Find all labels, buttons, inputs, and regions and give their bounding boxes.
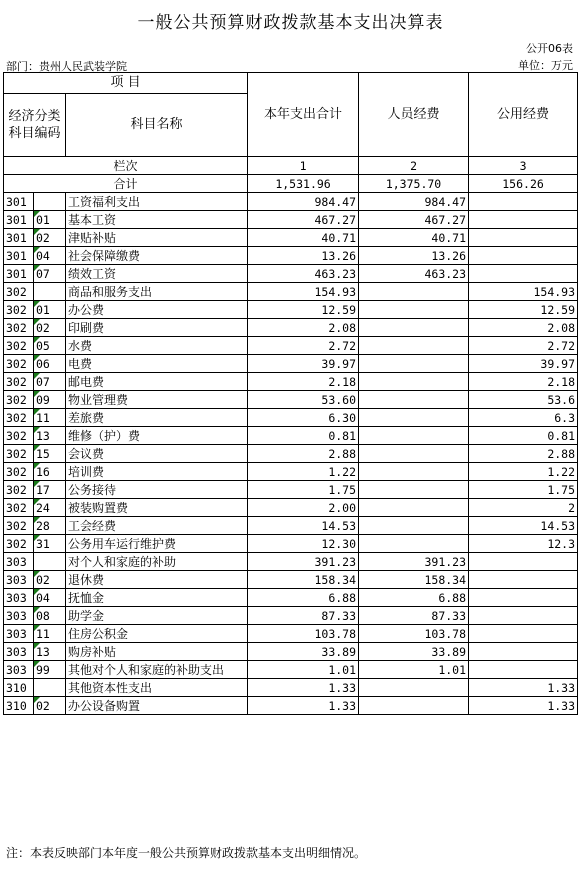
public-cell bbox=[469, 247, 578, 265]
table-row bbox=[4, 265, 578, 283]
table-row bbox=[4, 445, 578, 463]
subject-name-cell: 会议费 bbox=[66, 445, 248, 463]
personnel-cell bbox=[359, 445, 469, 463]
cell-marker-icon bbox=[34, 643, 40, 649]
subject-name-cell: 工资福利支出 bbox=[66, 193, 248, 211]
item-code-cell: 17 bbox=[34, 481, 66, 499]
total-cell: 2.88 bbox=[248, 445, 359, 463]
personnel-cell bbox=[359, 481, 469, 499]
total-cell: 1.01 bbox=[248, 661, 359, 679]
total-cell: 6.30 bbox=[248, 409, 359, 427]
total-cell: 391.23 bbox=[248, 553, 359, 571]
table-row bbox=[4, 607, 578, 625]
class-code-cell: 302 bbox=[4, 535, 34, 553]
subject-name-cell: 公务接待 bbox=[66, 481, 248, 499]
cell-marker-icon bbox=[34, 265, 40, 271]
subject-name-cell: 购房补贴 bbox=[66, 643, 248, 661]
class-code-cell: 302 bbox=[4, 517, 34, 535]
department-label: 部门：贵州人民武装学院 bbox=[6, 60, 127, 73]
personnel-header: 人员经费 bbox=[359, 73, 469, 157]
item-code-cell: 11 bbox=[34, 625, 66, 643]
personnel-cell bbox=[359, 499, 469, 517]
item-code-cell: 06 bbox=[34, 355, 66, 373]
class-code-cell: 301 bbox=[4, 247, 34, 265]
item-code-cell: 08 bbox=[34, 607, 66, 625]
personnel-cell bbox=[359, 463, 469, 481]
cell-marker-icon bbox=[34, 211, 40, 217]
personnel-cell: 6.88 bbox=[359, 589, 469, 607]
expenditure-table bbox=[3, 72, 578, 715]
personnel-cell: 40.71 bbox=[359, 229, 469, 247]
class-code-cell: 303 bbox=[4, 589, 34, 607]
page-title: 一般公共预算财政拨款基本支出决算表 bbox=[137, 13, 444, 33]
public-cell: 1.22 bbox=[469, 463, 578, 481]
table-row bbox=[4, 499, 578, 517]
total-cell: 984.47 bbox=[248, 193, 359, 211]
table-row bbox=[4, 463, 578, 481]
public-cell: 2.18 bbox=[469, 373, 578, 391]
table-row bbox=[4, 571, 578, 589]
personnel-cell bbox=[359, 427, 469, 445]
class-code-cell: 303 bbox=[4, 661, 34, 679]
class-code-cell: 302 bbox=[4, 481, 34, 499]
subject-name-cell: 其他对个人和家庭的补助支出 bbox=[66, 661, 248, 679]
subject-name-cell: 绩效工资 bbox=[66, 265, 248, 283]
public-cell: 2.08 bbox=[469, 319, 578, 337]
form-id: 公开06表 bbox=[526, 42, 573, 55]
total-cell: 87.33 bbox=[248, 607, 359, 625]
public-header: 公用经费 bbox=[469, 73, 578, 157]
table-row bbox=[4, 679, 578, 697]
cell-marker-icon bbox=[34, 409, 40, 415]
table-row bbox=[4, 697, 578, 715]
class-code-cell: 310 bbox=[4, 697, 34, 715]
total-cell: 2.72 bbox=[248, 337, 359, 355]
class-code-cell: 303 bbox=[4, 571, 34, 589]
cell-marker-icon bbox=[34, 535, 40, 541]
cell-marker-icon bbox=[34, 445, 40, 451]
class-code-cell: 303 bbox=[4, 607, 34, 625]
total-cell: 12.59 bbox=[248, 301, 359, 319]
total-cell: 53.60 bbox=[248, 391, 359, 409]
item-code-cell bbox=[34, 553, 66, 571]
item-code-cell: 15 bbox=[34, 445, 66, 463]
class-code-cell: 303 bbox=[4, 643, 34, 661]
item-code-cell: 02 bbox=[34, 697, 66, 715]
total-cell: 1.22 bbox=[248, 463, 359, 481]
cell-marker-icon bbox=[34, 571, 40, 577]
subject-name-cell: 工会经费 bbox=[66, 517, 248, 535]
cell-marker-icon bbox=[34, 463, 40, 469]
personnel-cell: 463.23 bbox=[359, 265, 469, 283]
cell-marker-icon bbox=[34, 337, 40, 343]
table-row bbox=[4, 427, 578, 445]
subject-name-cell: 电费 bbox=[66, 355, 248, 373]
public-cell: 154.93 bbox=[469, 283, 578, 301]
subject-name-cell: 培训费 bbox=[66, 463, 248, 481]
personnel-cell bbox=[359, 535, 469, 553]
public-cell: 6.3 bbox=[469, 409, 578, 427]
cell-marker-icon bbox=[34, 301, 40, 307]
column-index-1: 1 bbox=[248, 157, 359, 175]
cell-marker-icon bbox=[34, 355, 40, 361]
personnel-cell: 87.33 bbox=[359, 607, 469, 625]
table-row bbox=[4, 409, 578, 427]
item-code-cell: 99 bbox=[34, 661, 66, 679]
total-cell: 1.33 bbox=[248, 679, 359, 697]
class-code-cell: 302 bbox=[4, 445, 34, 463]
total-cell: 40.71 bbox=[248, 229, 359, 247]
item-code-cell: 09 bbox=[34, 391, 66, 409]
item-code-cell: 04 bbox=[34, 589, 66, 607]
subject-name-header: 科目名称 bbox=[66, 94, 248, 157]
personnel-cell bbox=[359, 355, 469, 373]
cell-marker-icon bbox=[34, 607, 40, 613]
item-code-cell: 01 bbox=[34, 211, 66, 229]
subject-name-cell: 办公费 bbox=[66, 301, 248, 319]
personnel-cell bbox=[359, 301, 469, 319]
total-row-personnel: 1,375.70 bbox=[359, 175, 469, 193]
total-cell: 14.53 bbox=[248, 517, 359, 535]
item-code-cell: 04 bbox=[34, 247, 66, 265]
item-code-cell: 02 bbox=[34, 229, 66, 247]
item-code-cell: 16 bbox=[34, 463, 66, 481]
table-row bbox=[4, 517, 578, 535]
class-code-cell: 302 bbox=[4, 409, 34, 427]
public-cell bbox=[469, 607, 578, 625]
total-cell: 103.78 bbox=[248, 625, 359, 643]
subject-name-cell: 差旅费 bbox=[66, 409, 248, 427]
public-cell bbox=[469, 265, 578, 283]
item-code-cell bbox=[34, 193, 66, 211]
subject-name-cell: 对个人和家庭的补助 bbox=[66, 553, 248, 571]
public-cell: 53.6 bbox=[469, 391, 578, 409]
cell-marker-icon bbox=[34, 517, 40, 523]
subject-name-cell: 被装购置费 bbox=[66, 499, 248, 517]
class-code-cell: 301 bbox=[4, 193, 34, 211]
personnel-cell: 391.23 bbox=[359, 553, 469, 571]
total-row-label: 合计 bbox=[4, 175, 248, 193]
cell-marker-icon bbox=[34, 319, 40, 325]
personnel-cell: 103.78 bbox=[359, 625, 469, 643]
public-cell bbox=[469, 643, 578, 661]
column-index-2: 2 bbox=[359, 157, 469, 175]
footnote: 注：本表反映部门本年度一般公共预算财政拨款基本支出明细情况。 bbox=[6, 846, 367, 860]
total-cell: 39.97 bbox=[248, 355, 359, 373]
subject-name-cell: 物业管理费 bbox=[66, 391, 248, 409]
table-row bbox=[4, 589, 578, 607]
table-row bbox=[4, 373, 578, 391]
subject-name-cell: 公务用车运行维护费 bbox=[66, 535, 248, 553]
cell-marker-icon bbox=[34, 661, 40, 667]
class-code-cell: 302 bbox=[4, 373, 34, 391]
subject-name-cell: 助学金 bbox=[66, 607, 248, 625]
table-row bbox=[4, 301, 578, 319]
public-cell: 2.88 bbox=[469, 445, 578, 463]
class-code-cell: 302 bbox=[4, 391, 34, 409]
personnel-cell: 984.47 bbox=[359, 193, 469, 211]
cell-marker-icon bbox=[34, 247, 40, 253]
personnel-cell bbox=[359, 319, 469, 337]
item-code-cell: 13 bbox=[34, 427, 66, 445]
total-header: 本年支出合计 bbox=[248, 73, 359, 157]
personnel-cell bbox=[359, 391, 469, 409]
class-code-cell: 302 bbox=[4, 463, 34, 481]
class-code-cell: 302 bbox=[4, 283, 34, 301]
item-code-cell: 02 bbox=[34, 571, 66, 589]
cell-marker-icon bbox=[34, 499, 40, 505]
table-row bbox=[4, 391, 578, 409]
public-cell bbox=[469, 571, 578, 589]
personnel-cell bbox=[359, 697, 469, 715]
subject-name-cell: 办公设备购置 bbox=[66, 697, 248, 715]
public-cell bbox=[469, 589, 578, 607]
personnel-cell bbox=[359, 517, 469, 535]
item-code-cell: 07 bbox=[34, 373, 66, 391]
public-cell: 14.53 bbox=[469, 517, 578, 535]
public-cell: 1.33 bbox=[469, 679, 578, 697]
public-cell: 1.33 bbox=[469, 697, 578, 715]
item-code-cell bbox=[34, 679, 66, 697]
subject-name-cell: 退休费 bbox=[66, 571, 248, 589]
cell-marker-icon bbox=[34, 625, 40, 631]
subject-name-cell: 维修（护）费 bbox=[66, 427, 248, 445]
subject-name-cell: 社会保障缴费 bbox=[66, 247, 248, 265]
total-cell: 13.26 bbox=[248, 247, 359, 265]
item-code-cell: 01 bbox=[34, 301, 66, 319]
class-code-cell: 302 bbox=[4, 499, 34, 517]
personnel-cell bbox=[359, 283, 469, 301]
total-cell: 1.33 bbox=[248, 697, 359, 715]
item-code-cell: 24 bbox=[34, 499, 66, 517]
cell-marker-icon bbox=[34, 229, 40, 235]
class-code-cell: 303 bbox=[4, 625, 34, 643]
column-index-label: 栏次 bbox=[4, 157, 248, 175]
table-row bbox=[4, 661, 578, 679]
table-row bbox=[4, 355, 578, 373]
table-row bbox=[4, 553, 578, 571]
subject-name-cell: 住房公积金 bbox=[66, 625, 248, 643]
public-cell bbox=[469, 229, 578, 247]
total-cell: 12.30 bbox=[248, 535, 359, 553]
total-cell: 6.88 bbox=[248, 589, 359, 607]
personnel-cell: 158.34 bbox=[359, 571, 469, 589]
subject-name-cell: 印刷费 bbox=[66, 319, 248, 337]
total-cell: 0.81 bbox=[248, 427, 359, 445]
public-cell bbox=[469, 193, 578, 211]
total-cell: 1.75 bbox=[248, 481, 359, 499]
item-code-cell: 31 bbox=[34, 535, 66, 553]
cell-marker-icon bbox=[34, 481, 40, 487]
total-cell: 467.27 bbox=[248, 211, 359, 229]
public-cell: 39.97 bbox=[469, 355, 578, 373]
personnel-cell bbox=[359, 337, 469, 355]
class-code-cell: 302 bbox=[4, 427, 34, 445]
unit-label: 单位：万元 bbox=[518, 59, 573, 72]
table-row bbox=[4, 283, 578, 301]
total-cell: 2.00 bbox=[248, 499, 359, 517]
subject-name-cell: 商品和服务支出 bbox=[66, 283, 248, 301]
cell-marker-icon bbox=[34, 697, 40, 703]
public-cell: 1.75 bbox=[469, 481, 578, 499]
item-code-cell: 07 bbox=[34, 265, 66, 283]
total-cell: 33.89 bbox=[248, 643, 359, 661]
total-row-public: 156.26 bbox=[469, 175, 578, 193]
subject-name-cell: 抚恤金 bbox=[66, 589, 248, 607]
public-cell bbox=[469, 553, 578, 571]
subject-name-cell: 其他资本性支出 bbox=[66, 679, 248, 697]
total-cell: 158.34 bbox=[248, 571, 359, 589]
item-code-cell: 28 bbox=[34, 517, 66, 535]
personnel-cell: 467.27 bbox=[359, 211, 469, 229]
personnel-cell: 1.01 bbox=[359, 661, 469, 679]
table-row bbox=[4, 337, 578, 355]
item-code-cell: 11 bbox=[34, 409, 66, 427]
table-row bbox=[4, 229, 578, 247]
subject-name-cell: 水费 bbox=[66, 337, 248, 355]
public-cell bbox=[469, 211, 578, 229]
column-index-3: 3 bbox=[469, 157, 578, 175]
class-code-cell: 301 bbox=[4, 211, 34, 229]
class-code-cell: 302 bbox=[4, 301, 34, 319]
item-code-cell: 05 bbox=[34, 337, 66, 355]
total-row-total: 1,531.96 bbox=[248, 175, 359, 193]
item-code-cell bbox=[34, 283, 66, 301]
total-cell: 154.93 bbox=[248, 283, 359, 301]
project-header: 项 目 bbox=[4, 73, 248, 94]
public-cell: 12.59 bbox=[469, 301, 578, 319]
total-cell: 463.23 bbox=[248, 265, 359, 283]
personnel-cell bbox=[359, 373, 469, 391]
total-cell: 2.18 bbox=[248, 373, 359, 391]
class-code-cell: 301 bbox=[4, 229, 34, 247]
table-row bbox=[4, 319, 578, 337]
public-cell: 2 bbox=[469, 499, 578, 517]
cell-marker-icon bbox=[34, 589, 40, 595]
class-code-cell: 303 bbox=[4, 553, 34, 571]
class-code-cell: 301 bbox=[4, 265, 34, 283]
table-row bbox=[4, 193, 578, 211]
public-cell bbox=[469, 625, 578, 643]
cell-marker-icon bbox=[34, 391, 40, 397]
item-code-cell: 02 bbox=[34, 319, 66, 337]
item-code-cell: 13 bbox=[34, 643, 66, 661]
table-row bbox=[4, 211, 578, 229]
public-cell: 2.72 bbox=[469, 337, 578, 355]
table-row bbox=[4, 535, 578, 553]
public-cell: 0.81 bbox=[469, 427, 578, 445]
subject-name-cell: 邮电费 bbox=[66, 373, 248, 391]
cell-marker-icon bbox=[34, 373, 40, 379]
public-cell: 12.3 bbox=[469, 535, 578, 553]
table-row bbox=[4, 643, 578, 661]
class-code-cell: 302 bbox=[4, 319, 34, 337]
econ-code-header: 经济分类科目编码 bbox=[4, 94, 66, 157]
subject-name-cell: 基本工资 bbox=[66, 211, 248, 229]
subject-name-cell: 津贴补贴 bbox=[66, 229, 248, 247]
total-cell: 2.08 bbox=[248, 319, 359, 337]
personnel-cell: 33.89 bbox=[359, 643, 469, 661]
personnel-cell bbox=[359, 409, 469, 427]
class-code-cell: 302 bbox=[4, 355, 34, 373]
personnel-cell bbox=[359, 679, 469, 697]
personnel-cell: 13.26 bbox=[359, 247, 469, 265]
public-cell bbox=[469, 661, 578, 679]
table-row bbox=[4, 481, 578, 499]
table-row bbox=[4, 625, 578, 643]
cell-marker-icon bbox=[34, 427, 40, 433]
table-row bbox=[4, 247, 578, 265]
class-code-cell: 310 bbox=[4, 679, 34, 697]
class-code-cell: 302 bbox=[4, 337, 34, 355]
